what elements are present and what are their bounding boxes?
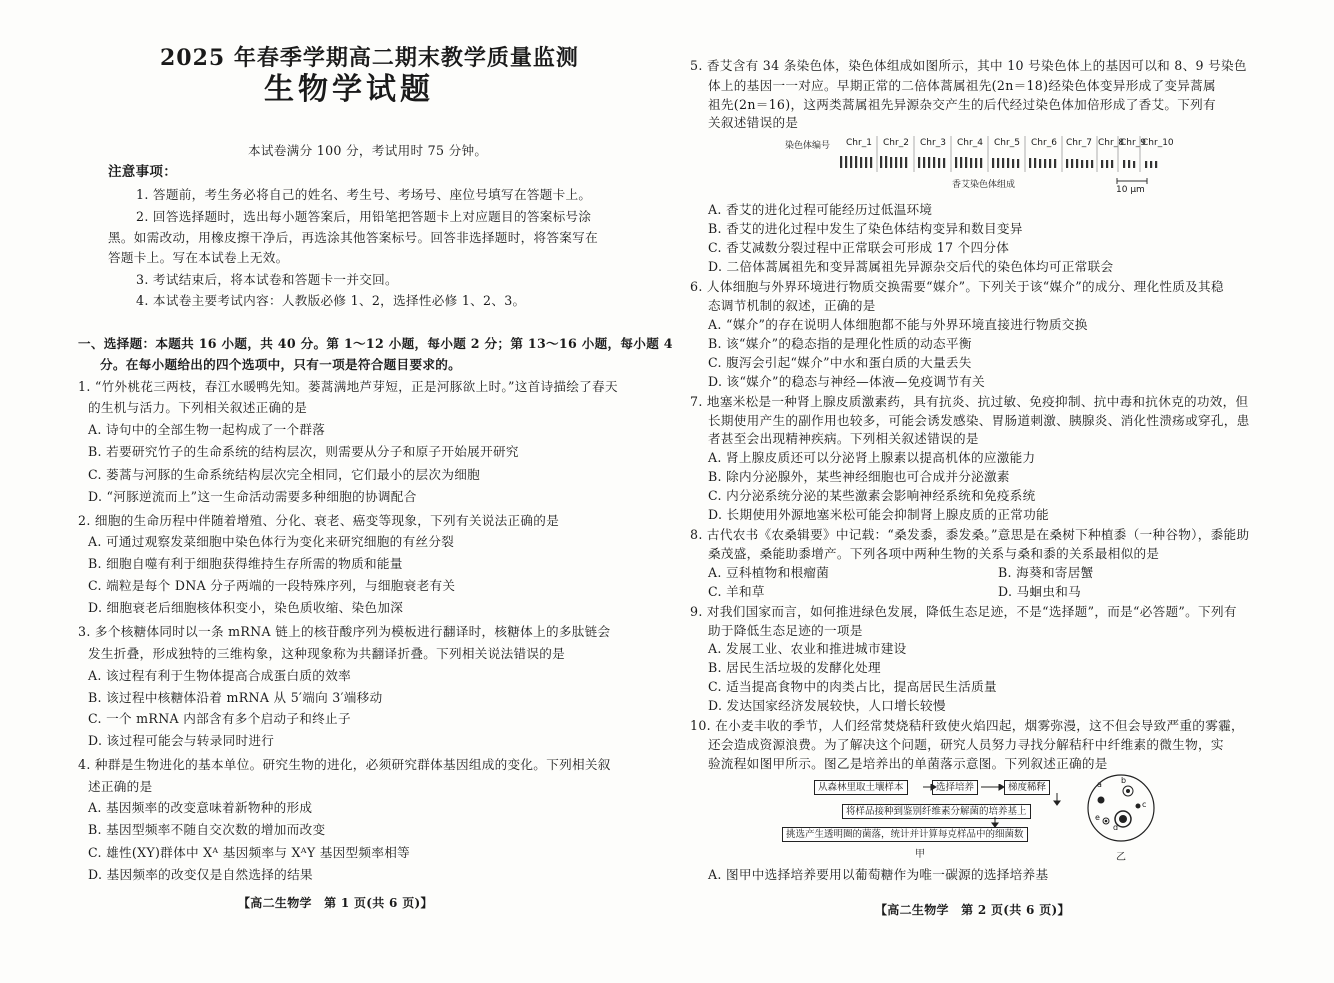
option-line: A. 豆科植物和根瘤菌 (708, 565, 830, 580)
option-line: B. 海葵和寄居蟹 (998, 565, 1094, 580)
question-line: 桑茂盛，桑能助黍增产。下列各项中两种生物的关系与桑和黍的关系最相似的是 (708, 546, 1160, 561)
chr-label: Chr_4 (957, 138, 983, 148)
question-line: 者甚至会出现精神疾病。下列相关叙述错误的是 (708, 431, 979, 446)
question-line: 态调节机制的叙述，正确的是 (708, 298, 876, 313)
notice-line: 2. 回答选择题时，选出每小题答案后，用铅笔把答题卡上对应题目的答案标号涂 (136, 209, 592, 224)
colony-label-b: b (1121, 776, 1127, 785)
question-line: 的生机与活力。下列相关叙述正确的是 (88, 400, 308, 415)
colony-label-e: e (1095, 813, 1100, 822)
notice-line: 黑。如需改动，用橡皮擦干净后，再选涂其他答案标号。回答非选择题时，将答案写在 (108, 230, 598, 245)
chr-label: Chr_1 (846, 138, 872, 148)
section-header: 一、选择题：本题共 16 小题，共 40 分。第 1～12 小题，每小题 2 分；第 13～16 小题，每小题 4 (78, 336, 673, 351)
option-line: D. 二倍体蒿属祖先和变异蒿属祖先异源杂交后代的染色体均可正常联会 (708, 259, 1114, 274)
option-line: C. 香艾减数分裂过程中正常联会可形成 17 个四分体 (708, 240, 1010, 255)
flow-step-select: 选择培养 (932, 780, 978, 795)
chr-label: Chr_9 (1120, 138, 1146, 148)
option-line: D. 马蛔虫和马 (998, 584, 1082, 599)
question-line: 验流程如图甲所示。图乙是培养出的单菌落示意图。下列叙述正确的是 (708, 756, 1108, 771)
notice-line: 3. 考试结束后，将本试卷和答题卡一并交回。 (136, 272, 398, 287)
colony-label-d: d (1113, 823, 1119, 832)
chr-label: Chr_3 (920, 138, 946, 148)
option-line: C. 蒌蒿与河豚的生命系统结构层次完全相同，它们最小的层次为细胞 (88, 467, 481, 482)
exam-info: 本试卷满分 100 分，考试用时 75 分钟。 (248, 143, 488, 158)
option-line: A. 图甲中选择培养要用以葡萄糖作为唯一碳源的选择培养基 (708, 867, 1049, 882)
exam-title: 2025 年春季学期高二期末教学质量监测 (160, 45, 579, 71)
option-line: B. 若要研究竹子的生命系统的结构层次，则需要从分子和原子开始展开研究 (88, 444, 519, 459)
flow-step-dilute: 梯度稀释 (1004, 780, 1050, 795)
question-line: 述正确的是 (88, 779, 153, 794)
question-line: 8. 古代农书《农桑辑要》中记载：“桑发黍，黍发桑。”意思是在桑树下种植黍（一种谷物），黍能助 (690, 527, 1250, 542)
question-line: 5. 香艾含有 34 条染色体，染色体组成如图所示，其中 10 号染色体上的基因可以和 8、9 号染色 (690, 58, 1247, 73)
flow-step-count: 挑选产生透明圈的菌落，统计并计算每克样品中的细菌数 (782, 827, 1028, 842)
option-line: C. 羊和草 (708, 584, 765, 599)
option-line: D. 基因频率的改变仅是自然选择的结果 (88, 867, 313, 882)
chr-label: Chr_7 (1066, 138, 1092, 148)
option-line: B. 香艾的进化过程中发生了染色体结构变异和数目变异 (708, 221, 1023, 236)
option-line: A. 发展工业、农业和推进城市建设 (708, 641, 907, 656)
option-line: B. 该过程中核糖体沿着 mRNA 从 5′端向 3′端移动 (88, 690, 383, 705)
question-line: 体上的基因一一对应。早期正常的二倍体蒿属祖先(2n＝18)经染色体变异形成了变异蒿属 (708, 78, 1216, 93)
question-line: 祖先(2n＝16)，这两类蒿属祖先异源杂交产生的后代经过染色体加倍形成了香艾。下列有 (708, 97, 1216, 112)
option-line: A. 香艾的进化过程可能经历过低温环境 (708, 202, 933, 217)
colony-label-a: a (1097, 780, 1102, 789)
chr-label: Chr_5 (994, 138, 1020, 148)
flow-step-sample: 从森林里取土壤样本 (814, 780, 908, 795)
question-line: 3. 多个核糖体同时以一条 mRNA 链上的核苷酸序列为模板进行翻译时，核糖体上的多肽链会 (78, 624, 611, 639)
option-line: A. 可通过观察发菜细胞中染色体行为变化来研究细胞的有丝分裂 (88, 534, 455, 549)
flow-arrows (895, 784, 1075, 834)
option-line: C. 端粒是每个 DNA 分子两端的一段特殊序列，与细胞衰老有关 (88, 578, 456, 593)
chr-label: Chr_6 (1031, 138, 1057, 148)
question-line: 发生折叠，形成独特的三维构象，这种现象称为共翻译折叠。下列相关说法错误的是 (88, 646, 566, 661)
option-line: D. 细胞衰老后细胞核体积变小，染色质收缩、染色加深 (88, 600, 404, 615)
chr-axis-label: 染色体编号 (785, 141, 831, 151)
colony-b (1126, 789, 1130, 793)
question-line: 关叙述错误的是 (708, 115, 799, 130)
option-line: A. 该过程有利于生物体提高合成蛋白质的效率 (88, 668, 351, 683)
chr-label: Chr_2 (883, 138, 909, 148)
chr-caption: 香艾染色体组成 (952, 180, 1016, 190)
question-line: 长期使用产生的副作用也较多，可能会诱发感染、胃肠道刺激、胰腺炎、消化性溃疡或穿孔，患 (708, 413, 1250, 428)
option-line: C. 适当提高食物中的肉类占比，提高居民生活质量 (708, 679, 997, 694)
subject-title: 生物学试题 (264, 72, 434, 107)
option-line: B. 细胞自噬有利于细胞获得维持生存所需的物质和能量 (88, 556, 403, 571)
question-line: 9. 对我们国家而言，如何推进绿色发展，降低生态足迹，不是“选择题”，而是“必答题”。下列有 (690, 604, 1237, 619)
figure-label-yi: 乙 (1116, 852, 1126, 863)
notice-line: 答题卡上。写在本试卷上无效。 (108, 250, 289, 265)
question-line: 4. 种群是生物进化的基本单位。研究生物的进化，必须研究群体基因组成的变化。下列相关叙 (78, 757, 611, 772)
option-line: D. 该“媒介”的稳态与神经—体液—免疫调节有关 (708, 374, 986, 389)
chr-label: Chr_10 (1142, 138, 1174, 148)
question-line: 还会造成资源浪费。为了解决这个问题，研究人员努力寻找分解秸秆中纤维素的微生物，实 (708, 737, 1224, 752)
question-line: 1. “竹外桃花三两枝，春江水暖鸭先知。蒌蒿满地芦芽短，正是河豚欲上时。”这首诗描绘了春天 (78, 379, 618, 394)
chr-label: Chr_8 (1098, 138, 1124, 148)
colony-label-c: c (1142, 800, 1147, 809)
option-line: A. 基因频率的改变意味着新物种的形成 (88, 800, 313, 815)
option-line: D. 发达国家经济发展较快，人口增长较慢 (708, 698, 946, 713)
colony-c (1136, 804, 1141, 809)
page-footer: 【高二生物学 第 2 页(共 6 页)】 (875, 903, 1070, 917)
question-line: 6. 人体细胞与外界环境进行物质交换需要“媒介”。下列关于该“媒介”的成分、理化性质及其稳 (690, 279, 1224, 294)
question-line: 2. 细胞的生命历程中伴随着增殖、分化、衰老、癌变等现象，下列有关说法正确的是 (78, 513, 560, 528)
option-line: A. “媒介”的存在说明人体细胞都不能与外界环境直接进行物质交换 (708, 317, 1088, 332)
option-line: C. 雄性(XY)群体中 Xᴬ 基因频率与 XᴬY 基因型频率相等 (88, 845, 411, 860)
flow-step-inoculate: 将样品接种到鉴别纤维素分解菌的培养基上 (842, 804, 1031, 819)
notice-line: 4. 本试卷主要考试内容：人教版必修 1、2，选择性必修 1、2、3。 (136, 293, 526, 308)
notice-line: 1. 答题前，考生务必将自己的姓名、考生号、考场号、座位号填写在答题卡上。 (136, 187, 592, 202)
scale-label: 10 μm (1116, 185, 1145, 195)
option-line: D. 该过程可能会与转录同时进行 (88, 733, 275, 748)
option-line: B. 该“媒介”的稳态指的是理化性质的动态平衡 (708, 336, 972, 351)
option-line: D. 长期使用外源地塞米松可能会抑制肾上腺皮质的正常功能 (708, 507, 1049, 522)
colony-a (1098, 797, 1105, 804)
colony-d (1119, 815, 1127, 823)
question-line: 7. 地塞米松是一种肾上腺皮质激素药，具有抗炎、抗过敏、免疫抑制、抗中毒和抗休克的功效，但 (690, 394, 1249, 409)
option-line: A. 肾上腺皮质还可以分泌肾上腺素以提高机体的应激能力 (708, 450, 1036, 465)
question-line: 助于降低生态足迹的一项是 (708, 623, 863, 638)
figure-label-jia: 甲 (915, 849, 925, 860)
colony-e (1105, 820, 1108, 823)
page-footer: 【高二生物学 第 1 页(共 6 页)】 (238, 896, 433, 910)
option-line: B. 除内分泌腺外，某些神经细胞也可合成并分泌激素 (708, 469, 1010, 484)
option-line: B. 居民生活垃圾的发酵化处理 (708, 660, 881, 675)
option-line: A. 诗句中的全部生物一起构成了一个群落 (88, 422, 326, 437)
section-header: 分。在每小题给出的四个选项中，只有一项是符合题目要求的。 (100, 357, 462, 372)
option-line: D. “河豚逆流而上”这一生命活动需要多种细胞的协调配合 (88, 489, 417, 504)
option-line: C. 一个 mRNA 内部含有多个启动子和终止子 (88, 711, 351, 726)
question-line: 10. 在小麦丰收的季节，人们经常焚烧秸秆致使火焰四起，烟雾弥漫，这不但会导致严重的雾霾， (690, 718, 1244, 733)
chromosome-karyotype (840, 134, 1180, 174)
notice-title: 注意事项： (108, 164, 177, 180)
option-line: C. 腹泻会引起“媒介”中水和蛋白质的大量丢失 (708, 355, 972, 370)
option-line: B. 基因型频率不随自交次数的增加而改变 (88, 822, 326, 837)
option-line: C. 内分泌系统分泌的某些激素会影响神经系统和免疫系统 (708, 488, 1036, 503)
